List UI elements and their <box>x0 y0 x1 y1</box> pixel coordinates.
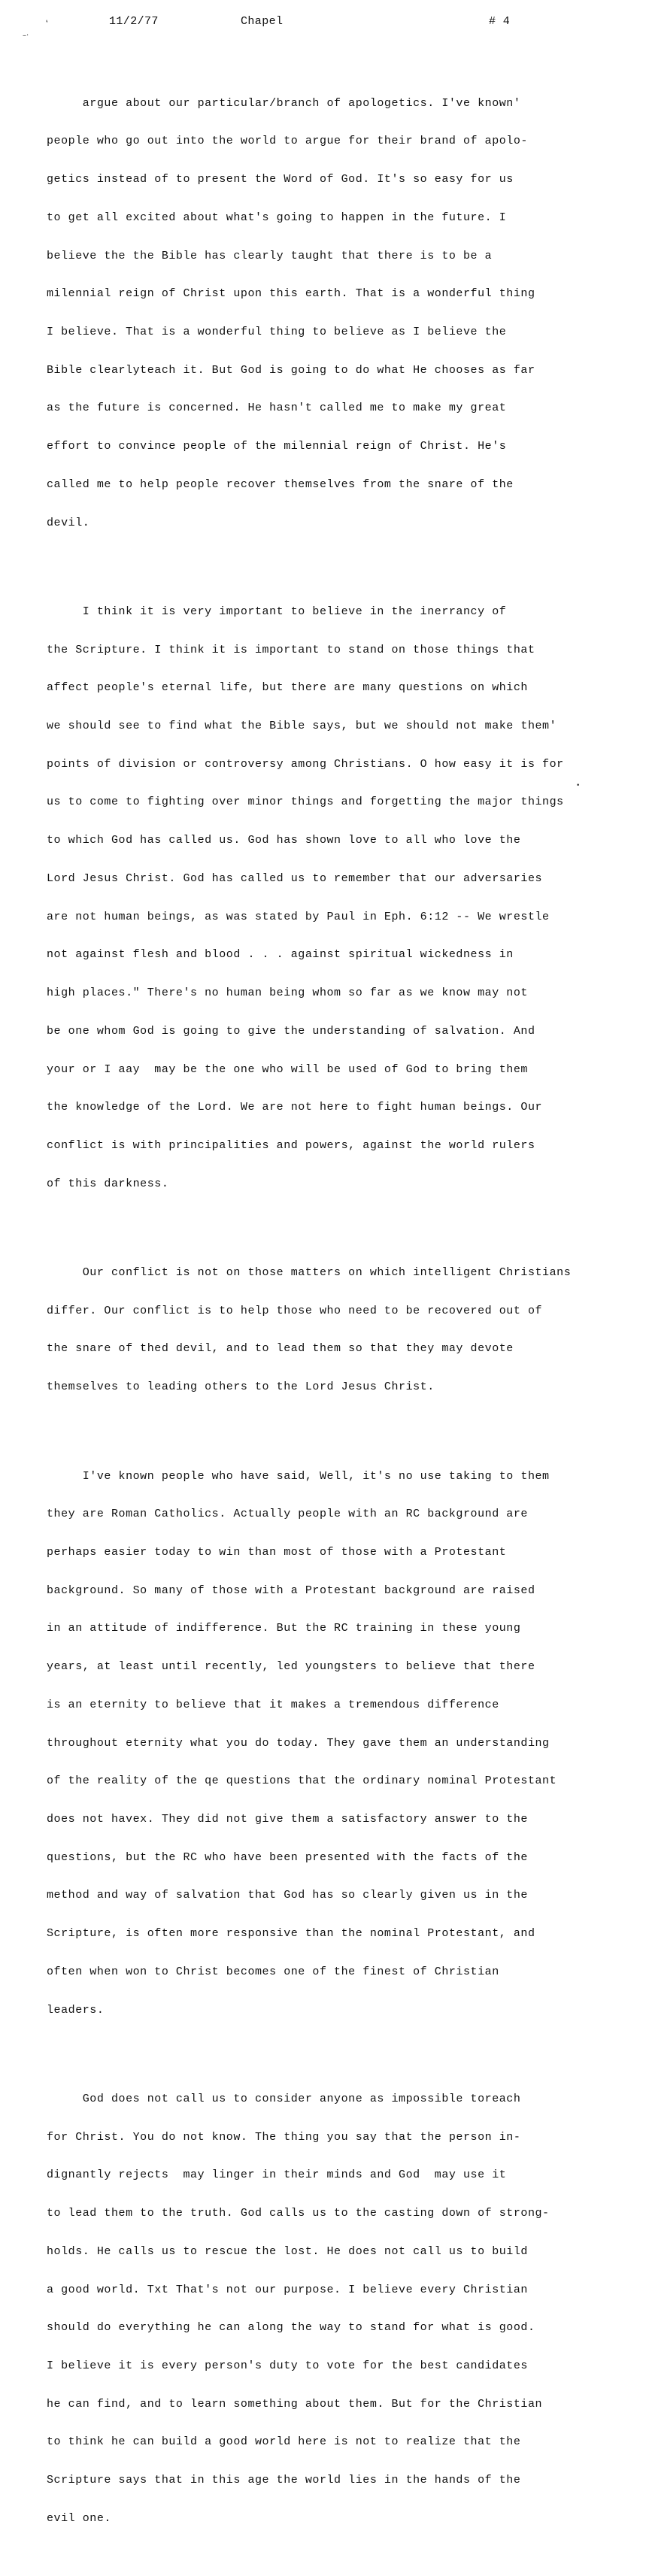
header-date: 11/2/77 <box>109 15 159 28</box>
text-line: the Scripture. I think it is important to stand on those things that <box>47 643 535 656</box>
text-line: Lord Jesus Christ. God has called us to remember that our adversaries <box>47 871 543 885</box>
text-line: he can find, and to learn something about them. But for the Christian <box>47 2397 543 2411</box>
header-title: Chapel <box>241 15 284 28</box>
text-line: they are Roman Catholics. Actually people with an RC background are <box>47 1508 528 1521</box>
paragraph <box>47 2068 618 2550</box>
text-line: us to come to fighting over minor things and forgetting the major things <box>47 796 564 809</box>
text-line: for Christ. You do not know. The thing you say that the person in- <box>47 2130 521 2144</box>
text-line: to get all excited about what's going to happen in the future. I <box>47 211 507 224</box>
text-line: is an eternity to believe that it makes a tremendous difference <box>47 1698 499 1711</box>
paragraph <box>47 580 618 1216</box>
text-line: of this darkness. <box>47 1177 169 1190</box>
text-line: holds. He calls us to rescue the lost. He does not call us to build <box>47 2244 528 2258</box>
text-line: are not human beings, as was stated by Paul in Eph. 6:12 -- We wrestle <box>47 910 550 923</box>
text-line: Scripture says that in this age the world lies in the hands of the <box>47 2474 521 2487</box>
text-line: I think it is very important to believe in the inerrancy of <box>47 605 507 618</box>
text-line: I believe it is every person's duty to vote for the best candidates <box>47 2359 528 2372</box>
text-line: to which God has called us. God has shown love to all who love the <box>47 834 521 847</box>
text-line: be one whom God is going to give the understanding of salvation. And <box>47 1024 535 1038</box>
text-line: conflict is with principalities and powers, against the world rulers <box>47 1138 535 1152</box>
text-line: high places." There's no human being whom so far as we know may not <box>47 986 528 1000</box>
header-page-number: # 4 <box>489 15 511 28</box>
text-line: method and way of salvation that God has so clearly given us in the <box>47 1889 528 1902</box>
text-line: leaders. <box>47 2003 105 2017</box>
page-header <box>0 15 646 32</box>
stray-dash-icon: –· <box>23 32 29 40</box>
text-line: I've known people who have said, Well, it's no use taking to them <box>47 1469 550 1483</box>
text-line: Scripture, is often more responsive than the nominal Protestant, and <box>47 1927 535 1941</box>
text-line: affect people's eternal life, but there are many questions on which <box>47 681 528 695</box>
text-line: throughout eternity what you do today. They gave them an understanding <box>47 1736 550 1750</box>
text-line: not against flesh and blood . . . against spiritual wickedness in <box>47 948 514 962</box>
text-line: to lead them to the truth. God calls us to the casting down of strong- <box>47 2207 550 2220</box>
text-line: years, at least until recently, led youngsters to believe that there <box>47 1660 535 1674</box>
text-line: Our conflict is not on those matters on which intelligent Christians <box>47 1266 572 1279</box>
text-line: differ. Our conflict is to help those who need to be recovered out of <box>47 1304 543 1317</box>
text-line: argue about our particular/branch of apologetics. I've known' <box>47 96 521 110</box>
text-line: Bible clearlyteach it. But God is going to do what He chooses as far <box>47 363 535 377</box>
text-line: dignantly rejects may linger in their minds and God may use it <box>47 2168 507 2182</box>
text-line: of the reality of the qe questions that the ordinary nominal Protestant <box>47 1774 557 1788</box>
paragraph <box>47 1241 618 1420</box>
text-line: as the future is concerned. He hasn't called me to make my great <box>47 402 507 415</box>
text-line: questions, but the RC who have been presented with the facts of the <box>47 1850 528 1864</box>
text-line: getics instead of to present the Word of God. It's so easy for us <box>47 173 514 186</box>
text-line: themselves to leading others to the Lord Jesus Christ. <box>47 1380 435 1394</box>
text-line: believe the the Bible has clearly taught that there is to be a <box>47 249 493 262</box>
text-line: effort to convince people of the milennial reign of Christ. He's <box>47 440 507 453</box>
text-line: devil. <box>47 516 90 529</box>
text-line: often when won to Christ becomes one of the finest of Christian <box>47 1965 499 1978</box>
stray-dot-icon: • <box>576 782 581 789</box>
paragraph <box>47 1445 618 2043</box>
text-line: in an attitude of indifference. But the RC training in these young <box>47 1622 521 1635</box>
text-line: evil one. <box>47 2511 111 2525</box>
text-line: a good world. Txt That's not our purpose. I believe every Christian <box>47 2283 528 2296</box>
text-line: your or I aay may be the one who will be used of God to bring them <box>47 1062 528 1076</box>
text-line: God does not call us to consider anyone as impossible toreach <box>47 2092 521 2105</box>
text-line: the knowledge of the Lord. We are not here to fight human beings. Our <box>47 1101 543 1114</box>
text-line: background. So many of those with a Protestant background are raised <box>47 1583 535 1597</box>
text-line: milennial reign of Christ upon this earth. That is a wonderful thing <box>47 287 535 301</box>
text-line: we should see to find what the Bible says, but we should not make them' <box>47 720 557 733</box>
text-line: should do everything he can along the way to stand for what is good. <box>47 2321 535 2335</box>
text-line: I believe. That is a wonderful thing to believe as I believe the <box>47 325 507 338</box>
stray-mark-icon: ‘ <box>44 17 53 29</box>
text-line: perhaps easier today to win than most of those with a Protestant <box>47 1545 507 1559</box>
document-body <box>47 47 618 2576</box>
text-line: the snare of thed devil, and to lead them so that they may devote <box>47 1342 514 1356</box>
paragraph <box>47 72 618 555</box>
text-line: points of division or controversy among Christians. O how easy it is for <box>47 757 564 771</box>
text-line: does not havex. They did not give them a satisfactory answer to the <box>47 1812 528 1826</box>
text-line: called me to help people recover themselves from the snare of the <box>47 477 514 491</box>
text-line: to think he can build a good world here is not to realize that the <box>47 2435 521 2449</box>
text-line: people who go out into the world to argue for their brand of apolo- <box>47 135 528 148</box>
